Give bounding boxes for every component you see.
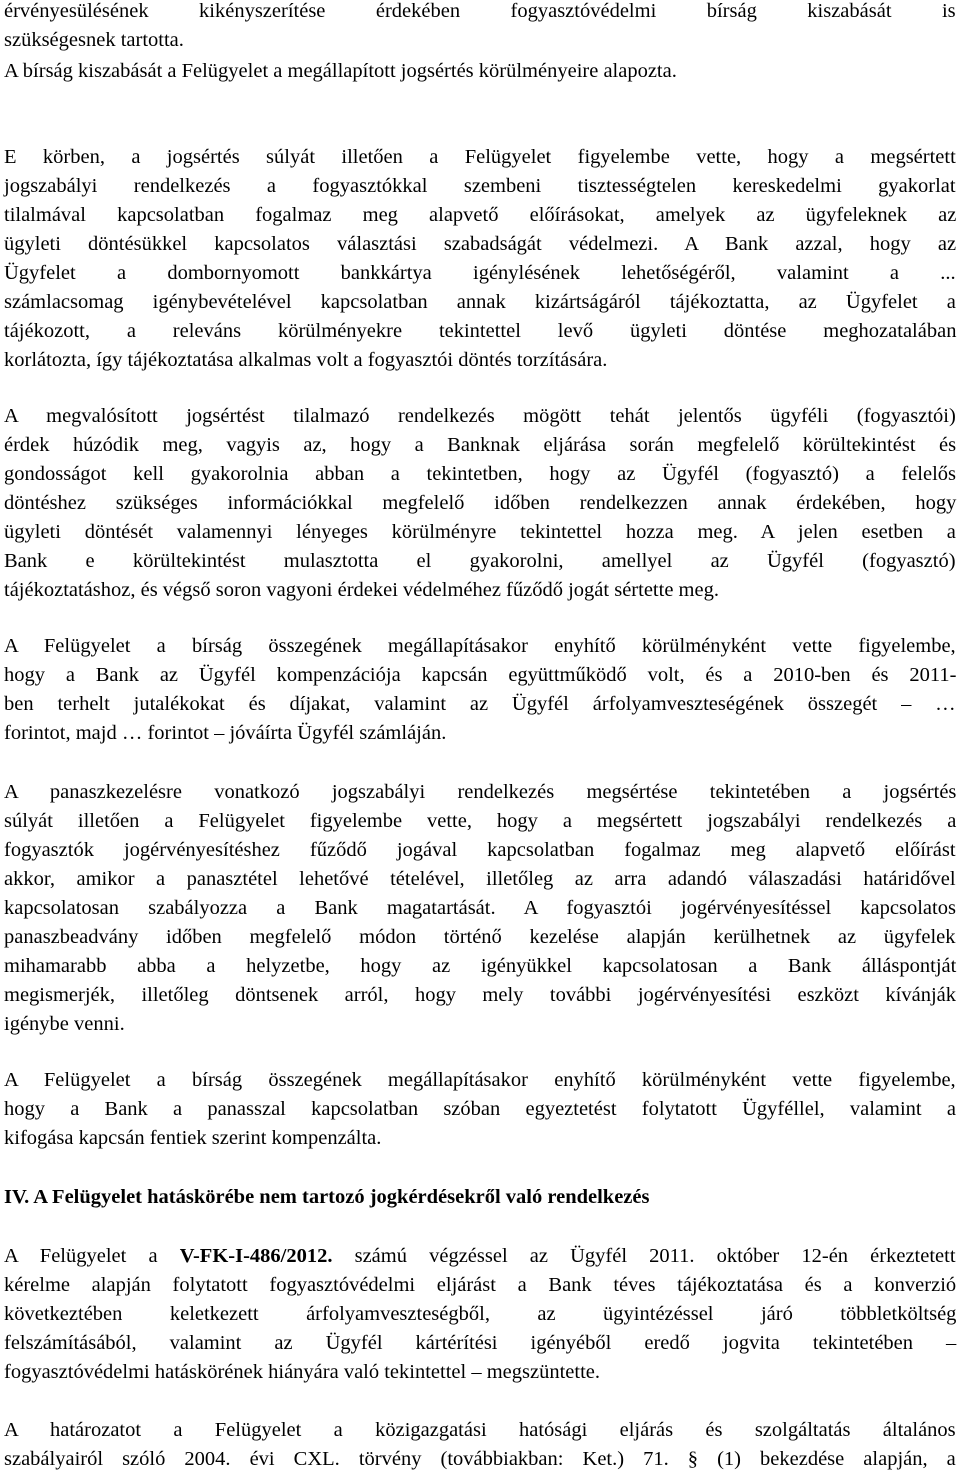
text-line: E körben, a jogsértés súlyát illetően a Felügyelet figyelembe vette, hogy a megsértett: [4, 146, 956, 168]
text-line: A megvalósított jogsértést tilalmazó rendelkezés mögött tehát jelentős ügyféli (fogyasztói): [4, 405, 956, 427]
text-line: döntéshez szükséges információkkal megfelelő időben rendelkezzen annak érdekében, hogy: [4, 492, 957, 514]
paragraph-complaint-handling: [4, 778, 956, 1039]
text-line: A panaszkezelésre vonatkozó jogszabályi rendelkezés megsértése tekintetében a jogsértés: [4, 781, 957, 803]
text-line: ügyleti döntésükkel kapcsolatos választási szabadságát védelmezi. A Bank azzal, hogy az: [4, 233, 957, 255]
paragraph-customer-interest: [4, 402, 956, 605]
heading-text: IV. A Felügyelet hatáskörébe nem tartozó jogkérdésekről való rendelkezés: [4, 1186, 650, 1208]
text-line: kérelme alapján folytatott fogyasztóvédelmi eljárást a Bank téves tájékoztatása és a konverzió: [4, 1274, 957, 1296]
text-line: szükségesnek tartotta.: [4, 29, 184, 51]
text-line: A határozatot a Felügyelet a közigazgatási hatósági eljárás és szolgáltatás általános: [4, 1419, 956, 1441]
text-line: érdek húzódik meg, vagyis az, hogy a Banknak eljárása során megfelelő körültekintést és: [4, 434, 957, 456]
paragraph-penalty-necessity: [4, 0, 956, 55]
text-line: korlátozta, így tájékoztatása alkalmas volt a fogyasztói döntés torzítására.: [4, 349, 608, 371]
text-line: felszámításából, valamint az Ügyfél kártérítési igényéből eredő jogvita tekintetében –: [4, 1332, 957, 1354]
text-line: kifogása kapcsán fentiek szerint kompenzálta.: [4, 1127, 382, 1149]
text-line: panaszbeadvány időben megfelelő módon történő kezelése alapján kerülhetnek az ügyfelek: [4, 926, 956, 948]
text-line: következtében keletkezett árfolyamveszteségből, az ügyintézéssel járó többletköltség: [4, 1303, 957, 1325]
text-line: gondosságot kell gyakorolnia abban a tekintetben, hogy az Ügyfél (fogyasztó) a felelős: [4, 463, 956, 485]
text-line: tájékoztatáshoz, és végső soron vagyoni érdekei védelméhez fűződő jogát sértette meg.: [4, 579, 719, 601]
case-number: V-FK-I-486/2012.: [179, 1245, 333, 1267]
text-line: fogyasztóvédelmi hatáskörének hiányára való tekintettel – megszüntette.: [4, 1361, 600, 1383]
text-line: igénybe venni.: [4, 1013, 125, 1035]
text-line: akkor, amikor a panasztétel lehetővé tételével, illetőleg az arra adandó válaszadási határidővel: [4, 868, 956, 890]
text-line: hogy a Bank az Ügyfél kompenzációja kapcsán együttműködő volt, és a 2010-ben és 2011-: [4, 664, 957, 686]
paragraph-penalty-basis: [4, 57, 956, 86]
text-fragment: számú végzéssel az Ügyfél 2011. október 12-én érkeztetett: [332, 1245, 956, 1267]
paragraph-mitigating-consultation: [4, 1066, 956, 1153]
paragraph-jurisdiction: [4, 1242, 956, 1387]
text-line: megismerjék, illetőleg döntsenek arról, hogy mely további jogérvényesítési eszközt kívánják: [4, 984, 957, 1006]
text-line: Bank e körültekintést mulasztotta el gyakorolni, amellyel az Ügyfél (fogyasztó): [4, 550, 956, 572]
text-line: fogyasztók jogérvényesítéshez fűződő jogával kapcsolatban fogalmaz meg alapvető előírást: [4, 839, 956, 861]
text-line: A Felügyelet a bírság összegének megállapításakor enyhítő körülményként vette figyelembe,: [4, 635, 956, 657]
paragraph-mitigating-compensation: [4, 632, 956, 748]
text-line: tilalmával kapcsolatban fogalmaz meg alapvető előírásokat, amelyek az ügyfeleknek az: [4, 204, 957, 226]
paragraph-legal-basis: [4, 1416, 956, 1474]
text-line: tájékozott, a releváns körülményekre tekintettel levő ügyleti döntése meghozatalában: [4, 320, 957, 342]
text-line: ben terhelt jutalékokat és díjakat, valamint az Ügyfél árfolyamveszteségének összegét – …: [4, 693, 956, 715]
text-fragment: A Felügyelet a: [4, 1245, 180, 1267]
paragraph-violation-severity: [4, 143, 956, 375]
text-line: mihamarabb abba a helyzetbe, hogy az igényükkel kapcsolatosan a Bank álláspontját: [4, 955, 957, 977]
text-line: hogy a Bank a panasszal kapcsolatban szóban egyeztetést folytatott Ügyféllel, valamint a: [4, 1098, 956, 1120]
text-line: számlacsomag igénybevételével kapcsolatban annak kizártságáról tájékoztatta, az Ügyfelet a: [4, 291, 956, 313]
text-line: A Felügyelet a bírság összegének megállapításakor enyhítő körülményként vette figyelembe,: [4, 1069, 956, 1091]
text-line: A bírság kiszabását a Felügyelet a megállapított jogsértés körülményeire alapozta.: [4, 60, 677, 82]
text-line: forintot, majd … forintot – jóváírta Ügyfél számláján.: [4, 722, 447, 744]
text-line-with-case-number: [4, 1242, 956, 1271]
text-line: szabályairól szóló 2004. évi CXL. törvény (továbbiakban: Ket.) 71. § (1) bekezdése alapján, a: [4, 1448, 956, 1470]
section-heading: [4, 1183, 956, 1212]
text-line: érvényesülésének kikényszerítése érdekében fogyasztóvédelmi bírság kiszabását is: [4, 0, 956, 22]
text-line: súlyát illetően a Felügyelet figyelembe vette, hogy a megsértett jogszabályi rendelkezés a: [4, 810, 957, 832]
text-line: jogszabályi rendelkezés a fogyasztókkal szembeni tisztességtelen kereskedelmi gyakorlat: [4, 175, 956, 197]
text-line: Ügyfelet a dombornyomott bankkártya igénylésének lehetőségéről, valamint a ...: [4, 262, 956, 284]
text-line: kapcsolatosan szabályozza a Bank magatartását. A fogyasztói jogérvényesítéssel kapcsolatos: [4, 897, 956, 919]
text-line: ügyleti döntését valamennyi lényeges körülményre tekintettel hozza meg. A jelen esetben a: [4, 521, 956, 543]
